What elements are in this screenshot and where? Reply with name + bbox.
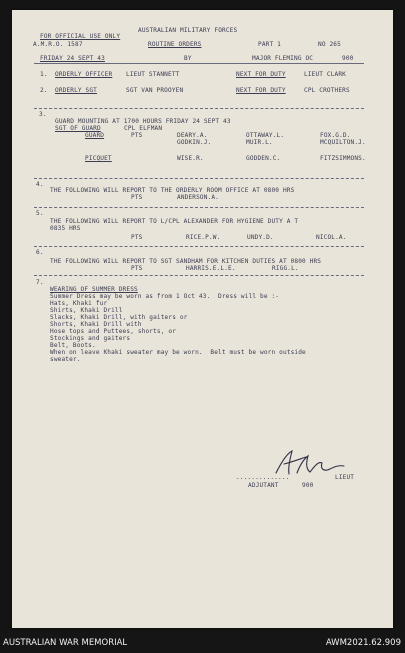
item-5-instruction: THE FOLLOWING WILL REPORT TO L/CPL ALEXANDER FOR HYGIENE DUTY A T — [50, 218, 299, 225]
dress-line: Belt, Boots. — [50, 342, 96, 349]
guard-name: DEARY.A. — [177, 132, 208, 139]
picquet-label: PICQUET — [85, 155, 112, 162]
guard-label: GUARD — [85, 132, 105, 139]
archive-footer — [0, 631, 405, 653]
dress-line: sweater. — [50, 356, 81, 363]
item-7-number: 7. — [36, 279, 44, 286]
sgt-of-guard-value: CPL ELFMAN — [124, 125, 163, 132]
by-label: BY — [184, 55, 192, 62]
order-date: FRIDAY 24 SEPT 43 — [40, 55, 105, 62]
section-divider — [34, 275, 364, 276]
picquet-name: GODDEN.C. — [246, 155, 281, 162]
section-divider — [34, 246, 364, 247]
authority: MAJOR FLEMING OC — [252, 55, 314, 62]
guard-mounting-line: GUARD MOUNTING AT 1700 HOURS FRIDAY 24 SEPT 43 — [55, 118, 231, 125]
guard-name: GODKIN.J. — [177, 139, 212, 146]
reference-number: A.M.R.O. 1587 — [33, 41, 83, 48]
guard-name: MUIR.L. — [246, 139, 273, 146]
order-number: NO 265 — [318, 41, 341, 48]
pts-label: PTS — [131, 132, 143, 139]
pts-label: PTS — [131, 265, 143, 272]
dress-line: When on leave Khaki sweater may be worn. Belt must be worn outside — [50, 349, 306, 356]
item-6-instruction: THE FOLLOWING WILL REPORT TO SGT SANDHAM FOR KITCHEN DUTIES AT 0800 HRS — [50, 258, 322, 265]
archive-name: AUSTRALIAN WAR MEMORIAL — [3, 638, 128, 648]
next-for-duty-value: CPL CROTHERS — [304, 87, 350, 94]
sgt-of-guard-label: SGT OF GUARD — [55, 125, 101, 132]
dress-line: Hose tops and Puttees, shorts, or — [50, 328, 177, 335]
item-2-number: 2. — [40, 87, 48, 94]
orderly-officer-value: LIEUT STANNETT — [126, 71, 180, 78]
summer-dress-heading: WEARING OF SUMMER DRESS — [50, 286, 138, 293]
signature-dots: .............. — [236, 474, 290, 481]
signature-role: ADJUTANT — [248, 482, 279, 489]
duty-name: ANDERSON.A. — [177, 194, 220, 201]
picquet-name: WISE.R. — [177, 155, 204, 162]
archive-reference: AWM2021.62.909 — [325, 638, 401, 648]
orderly-officer-label: ORDERLY OFFICER — [55, 71, 113, 78]
next-for-duty-label: NEXT FOR DUTY — [236, 87, 286, 94]
item-6-number: 6. — [36, 249, 44, 256]
signature-unit: 900 — [302, 482, 314, 489]
unit-number: 900 — [342, 55, 354, 62]
item-3-number: 3. — [39, 111, 47, 118]
item-4-instruction: THE FOLLOWING WILL REPORT TO THE ORDERLY ROOM OFFICE AT 0800 HRS — [50, 187, 295, 194]
dress-line: Hats, Khaki fur — [50, 300, 108, 307]
next-for-duty-value: LIEUT CLARK — [304, 71, 347, 78]
section-divider — [34, 178, 364, 179]
item-4-number: 4. — [36, 181, 44, 188]
header-rule — [34, 63, 364, 64]
guard-name: OTTAWAY.L. — [246, 132, 285, 139]
guard-name: MCQUILTON.J. — [320, 139, 366, 146]
dress-line: Stockings and gaiters — [50, 335, 131, 342]
dress-line: Summer Dress may be worn as from 1 Oct 43. Dress will be :- — [50, 293, 280, 300]
document-title: ROUTINE ORDERS — [148, 41, 202, 48]
picquet-name: FITZSIMMONS. — [320, 155, 366, 162]
duty-name: UNDY.D. — [247, 234, 274, 241]
orderly-sgt-label: ORDERLY SGT — [55, 87, 98, 94]
pts-label: PTS — [131, 194, 143, 201]
restriction-label: FOR OFFICIAL USE ONLY — [40, 33, 121, 40]
orderly-sgt-value: SGT VAN PROOYEN — [126, 87, 184, 94]
next-for-duty-label: NEXT FOR DUTY — [236, 71, 286, 78]
duty-name: RICE.P.W. — [186, 234, 221, 241]
section-divider — [34, 207, 364, 208]
duty-name: RIGG.L. — [272, 265, 299, 272]
dress-line: Slacks, Khaki Drill, with gaiters or — [50, 314, 188, 321]
org-heading: AUSTRALIAN MILITARY FORCES — [138, 27, 238, 34]
item-5-number: 5. — [36, 210, 44, 217]
pts-label: PTS — [131, 234, 143, 241]
section-divider — [34, 108, 364, 109]
signature-rank: LIEUT — [335, 474, 355, 481]
dress-line: Shorts, Khaki Drill with — [50, 321, 142, 328]
duty-name: NICOL.A. — [316, 234, 347, 241]
part-label: PART 1 — [258, 41, 281, 48]
duty-name: HARRIS.E.L.E. — [186, 265, 236, 272]
dress-line: Shirts, Khaki Drill — [50, 307, 123, 314]
item-1-number: 1. — [40, 71, 48, 78]
item-5-instruction-cont: 0835 HRS — [50, 225, 81, 232]
guard-name: FOX.G.D. — [320, 132, 351, 139]
